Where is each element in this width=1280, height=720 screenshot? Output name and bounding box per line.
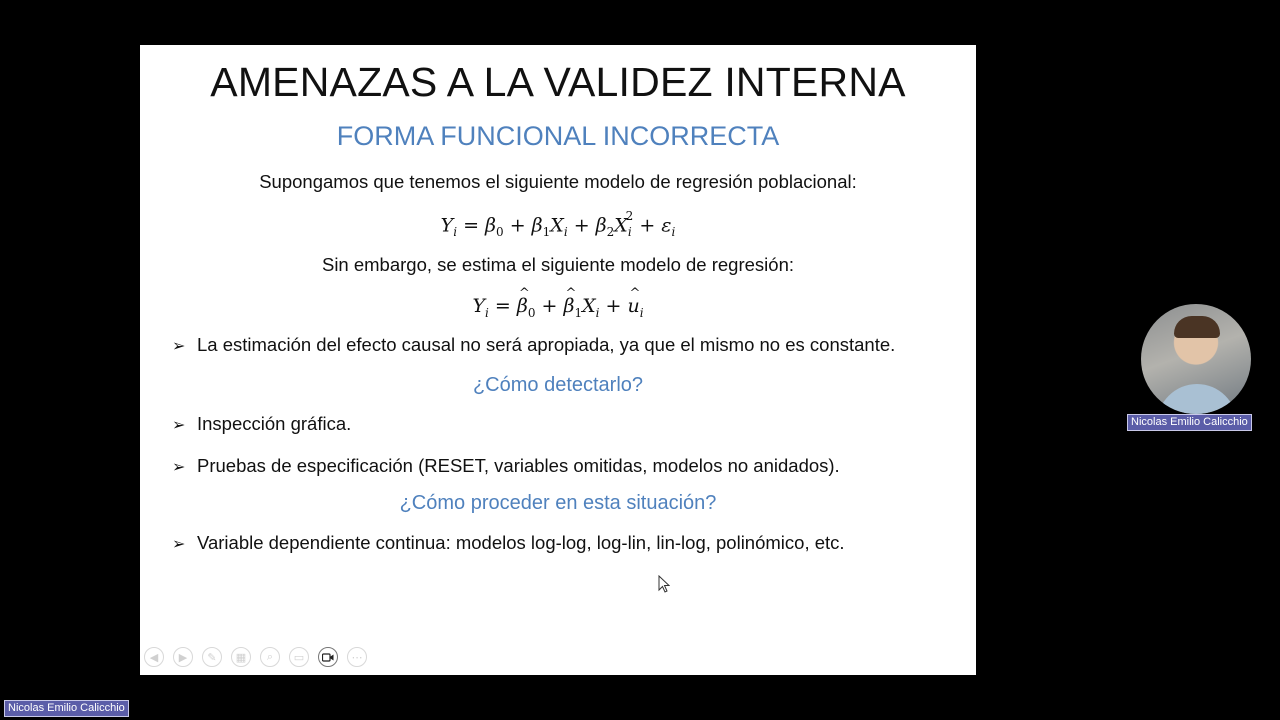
mouse-cursor-icon [658,575,670,593]
intro-text: Supongamos que tenemos el siguiente modelo de regresión poblacional: [259,171,857,192]
zoom-icon[interactable]: ⌕ [260,647,280,667]
arrow-bullet-icon: ➢ [172,417,186,434]
slides-icon[interactable]: ▦ [231,647,251,667]
previous-icon[interactable]: ◀ [144,647,164,667]
pen-icon[interactable]: ✎ [202,647,222,667]
question-heading: ¿Cómo proceder en esta situación? [399,492,717,514]
arrow-bullet-icon: ➢ [172,338,186,355]
bullet-item [172,455,840,477]
population-model-equation: $Y_i = \beta_0 + \beta_1X_i + \beta_2X_i^2 + \varepsilon_i$ [440,209,676,240]
question-heading: ¿Cómo detectarlo? [472,374,644,396]
bullet-text: Variable dependiente continua: modelos log-log, log-lin, lin-log, polinómico, etc. [197,532,845,553]
bullet-item [172,532,845,554]
slide-title: AMENAZAS A LA VALIDEZ INTERNA [210,59,906,105]
participant-name-label: Nicolas Emilio Calicchio [1127,414,1252,431]
bullet-item [172,413,351,435]
bullet-text: La estimación del efecto causal no será apropiada, ya que el mismo no es constante. [197,334,896,355]
slide-subtitle: FORMA FUNCIONAL INCORRECTA [336,121,780,151]
bullet-item [172,334,895,356]
arrow-bullet-icon: ➢ [172,459,186,476]
avatar-hair [1174,316,1220,338]
bullet-text: Pruebas de especificación (RESET, variables omitidas, modelos no anidados). [197,455,840,476]
self-name-label: Nicolas Emilio Calicchio [4,700,129,717]
transition-text: Sin embargo, se estima el siguiente modelo de regresión: [321,254,794,275]
camera-icon[interactable] [318,647,338,667]
presenter-toolbar [144,647,367,669]
arrow-bullet-icon: ➢ [172,536,186,553]
more-icon[interactable]: ⋯ [347,647,367,667]
estimated-model-equation: $Y_i = \beta$ $\^{}_0 + \beta$ $\^{}_1X_i + u$ $\^{}_i$ [140,295,976,320]
next-icon[interactable]: ▶ [173,647,193,667]
participant-video-avatar[interactable] [1141,304,1251,414]
subtitles-icon[interactable]: ▭ [289,647,309,667]
presentation-slide [140,45,976,675]
avatar-shirt [1157,384,1237,414]
bullet-text: Inspección gráfica. [197,413,352,434]
